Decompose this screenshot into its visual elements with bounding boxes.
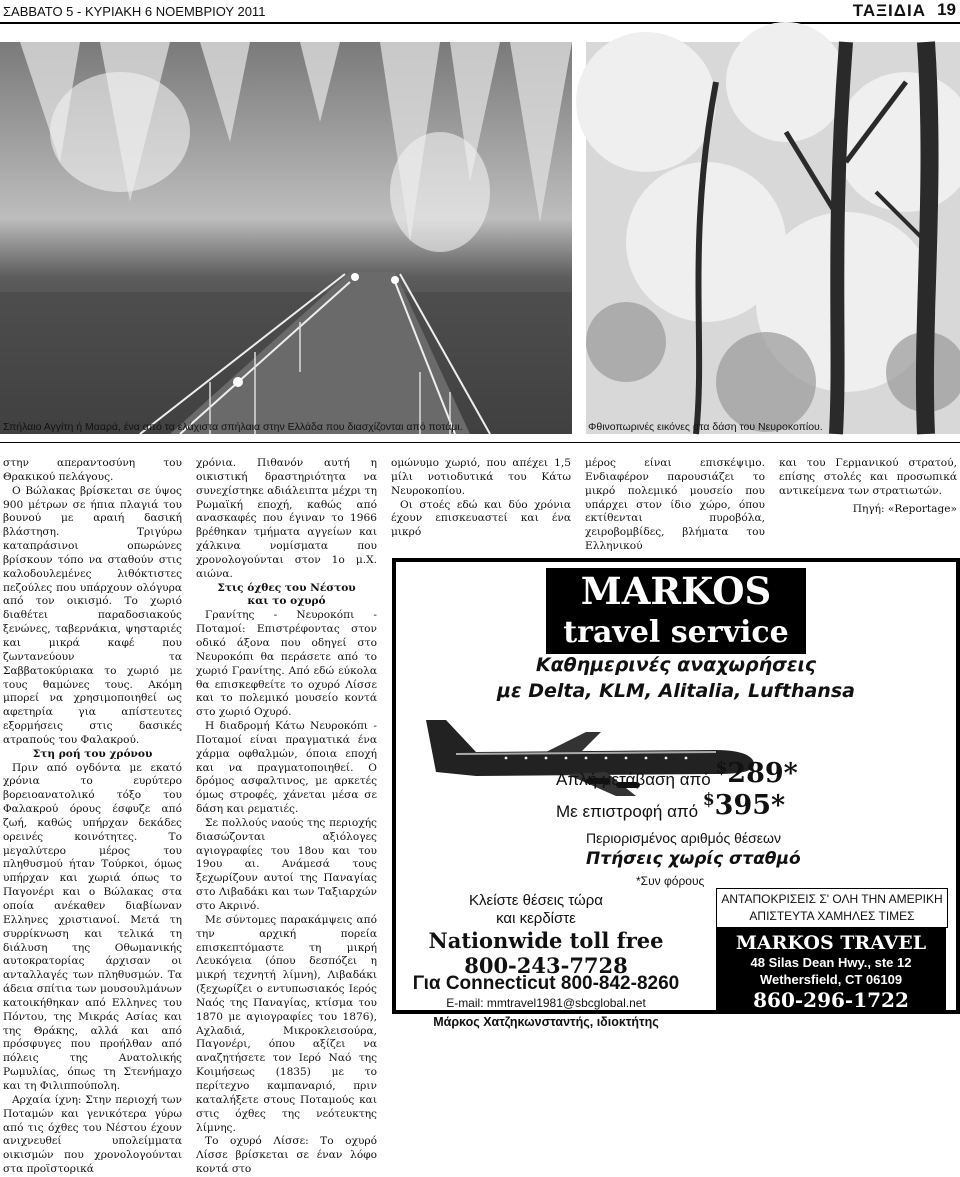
subheading: Στη ροή του χρόνου bbox=[32, 747, 153, 760]
ad-daily-departures: Καθημερινές αναχωρήσεις bbox=[535, 654, 817, 676]
paragraph: Γρανίτης - Νευροκόπι - Ποταμοί: Επιστρέφοντας στον οδικό άξονα που οδηγεί στο Νευροκόπι θα περάσετε από το χωριό Γρανίτης. Από εδώ εύκολα θα επισκεφθείτε το οχυρό Λίσσε και το πολεμικό μουσείο κοντά στο χωριό Οχυρό. bbox=[196, 609, 377, 719]
ad-subtitle: travel service bbox=[546, 614, 806, 654]
article-column-3 bbox=[391, 457, 571, 540]
paragraph: Το οχυρό Λίσσε: Το οχυρό Λίσσε βρίσκεται σε έναν λόφο κοντά στο bbox=[196, 1135, 377, 1176]
email: E-mail: mmtravel1981@sbcglobal.net bbox=[446, 996, 646, 1010]
dollar-sign: $ bbox=[702, 790, 715, 810]
box-phone: 860-296-1722 bbox=[753, 988, 909, 1012]
paragraph: και του Γερμανικού στρατού, επίσης στολές και προσωπικά αντικείμενα των στρατιωτών. bbox=[779, 457, 957, 497]
response-box bbox=[716, 888, 948, 928]
issue-date: ΣΑΒΒΑΤΟ 5 - ΚΥΡΙΑΚΗ 6 ΝΟΕΜΒΡΙΟΥ 2011 bbox=[3, 4, 266, 19]
box-address-1: 48 Silas Dean Hwy., ste 12 bbox=[750, 955, 912, 970]
source-credit: Πηγή: «Reportage» bbox=[852, 502, 957, 515]
oneway-price: 289* bbox=[727, 758, 798, 789]
paragraph: Σε πολλούς ναούς της περιοχής διασώζονται αξιόλογες αγιογραφίες του 18ου και του 19ου αι. Ανάμεσά τους ξεχωρίζουν αυτοί της Παναγίας στο Λιβαδάκι και των Ταξιαρχών στο Ακρινό. bbox=[196, 816, 377, 912]
subheading: Στις όχθες του Νέστου bbox=[217, 581, 356, 594]
paragraph: Η διαδρομή Κάτω Νευροκόπι - Ποταμοί είναι πραγματικά ένα χάρμα οφθαλμών, όποια εποχή και να πραγματοποιηθεί. Ο δρόμος ασφαλτινος, με αρκετές όμως στροφές, χάνεται μέσα σε δάση και ρεματιές. bbox=[196, 720, 377, 816]
article-column-2 bbox=[196, 457, 377, 1177]
connecticut-number: Για Connecticut 800-842-8260 bbox=[412, 973, 680, 994]
paragraph: Με σύντομες παρακάμψεις από την αρχική πορεία επισκεπτόμαστε τη μικρή Λευκόγεια (όπου δεσπόζει η μικρή τεχνητή λίμνη), Λιβαδάκι (ξεχωρίζει ο εντυπωσιακός Ιερός Ναός της Παναγίας, κτίσμα του 1870 με αγιογραφίες του 1876), Αχλαδιά, Μικροκλεισούρα, Παγονέρι, όπου αξίζει να αναζητήσετε τον Ιερό Ναό της Κοιμήσεως (1835) με το περίτεχνο καμπαναριό, πριν καταλήξετε στους Ποταμούς και στις όχθες της νεότευκτης λίμνης. bbox=[196, 913, 377, 1134]
paragraph: χρόνια. Πιθανόν αυτή η οικιστική δραστηριότητα να συνεχίστηκε αδιάλειπτα μέχρι τη Ρωμαϊκή εποχή, καθώς από ανασκαφές που έγιναν το 1966 βρέθηκαν τμήματα αγγείων και χάλκινα νομίσματα που χρονολογούνται στον 1ο μ.Χ. αιώνα. bbox=[196, 457, 377, 580]
tollfree-number: 800-243-7728 bbox=[464, 953, 628, 978]
subheading: και το οχυρό bbox=[247, 595, 326, 608]
oneway-label: Απλή μετάβαση από bbox=[556, 770, 711, 789]
tollfree-label: Nationwide toll free bbox=[428, 928, 664, 953]
response-line-2: ΑΠΙΣΤΕΥΤΑ ΧΑΜΗΛΕΣ ΤΙΜΕΣ bbox=[749, 909, 915, 923]
paragraph: Αρχαία ίχνη: Στην περιοχή των Ποταμών και γενικότερα γύρω από τις όχθες του Νέστου έχουν ανιχνευθεί υπολείμματα οικισμών που χρονολογούνται στα προϊστορικά bbox=[3, 1093, 182, 1176]
owner: Μάρκος Χατζηκωνσταντής, ιδιοκτήτης bbox=[433, 1015, 659, 1029]
page-number: 19 bbox=[937, 0, 956, 19]
forest-photo bbox=[586, 42, 960, 434]
roundtrip-label: Με επιστροφή από bbox=[556, 802, 699, 821]
cave-caption: Σπήλαιο Αγγίτη ή Μααρά, ένα από τα ελάχιστα σπήλαια στην Ελλάδα που διασχίζονται από ποτάμι. bbox=[3, 421, 463, 433]
box-address-2: Wethersfield, CT 06109 bbox=[759, 972, 903, 987]
paragraph: ομώνυμο χωριό, που απέχει 1,5 μίλι νοτιοδυτικά του Κάτω Νευροκοπίου. bbox=[391, 457, 571, 497]
paragraph: στην απεραντοσύνη του Θρακικού πελάγους. bbox=[3, 457, 182, 483]
book-now: Κλείστε θέσεις τώρα bbox=[469, 892, 603, 909]
taxes-note: *Συν φόρους bbox=[636, 874, 705, 888]
caption-rule bbox=[0, 442, 960, 443]
paragraph: μέρος είναι επισκέψιμο. Ενδιαφέρον παρουσιάζει το μικρό πολεμικό μουσείο που υπάρχει στον ίδιο χώρο, όπου εκτίθενται πυροβόλα, χειροβομβίδες, βλήματα του Ελληνικού bbox=[585, 457, 765, 553]
limited-seats: Περιορισμένος αριθμός θέσεων bbox=[586, 830, 781, 846]
article-column-5 bbox=[779, 457, 957, 516]
header-rule bbox=[0, 22, 960, 24]
dollar-sign: $ bbox=[715, 758, 728, 778]
paragraph: Πριν από ογδόντα με εκατό χρόνια το ευρύτερο βορειοανατολικό τόξο του Φαλακρού όρους έσφυζε από ζωή, καθώς υπήρχαν δεκάδες ορεινές κοινότητες. Το μεγαλύτερο μέρος του πληθυσμού ήταν Τούρκοι, όμως υπήρχαν και χωριά όπως το Παγονέρι και ο Βώλακας στα οποία ανέκαθεν διαβίωναν Ελληνες χριστιανοί. Μετά τη συρρίκνωση και τελικά τη διάλυση της Οθωμανικής αυτοκρατορίας άρχισαν οι ανταλλαγές των πληθυσμών. Τα άδεια σπίτια των μουσουλμάνων κατοικήθηκαν από Ελληνες του Πόντου, της Μικράς Ασίας και της Θράκης, αλλά και από πρόσφυγες που προήλθαν από πόλεις της Ανατολικής Ρωμυλίας, όπως τη Στενήμαχο και τη Φιλιππούπολη. bbox=[3, 761, 182, 1092]
markos-travel-ad bbox=[392, 558, 960, 1029]
response-line-1: ΑΝΤΑΠΟΚΡΙΣΕΙΣ Σ' ΟΛΗ ΤΗΝ ΑΜΕΡΙΚΗ bbox=[721, 892, 943, 906]
box-name: MARKOS TRAVEL bbox=[735, 932, 927, 954]
oneway-fare bbox=[556, 758, 798, 790]
ad-brand: MARKOS bbox=[546, 568, 806, 614]
paragraph: Οι στοές εδώ και δύο χρόνια έχουν επισκευαστεί και ένα μικρό bbox=[391, 498, 571, 539]
forest-caption: Φθινοπωρινές εικόνες στα δάση του Νευροκοπίου. bbox=[588, 421, 823, 433]
section-title: ΤΑΞΙΔΙΑ bbox=[852, 1, 926, 20]
book-save: και κερδίστε bbox=[496, 910, 576, 927]
nonstop-flights: Πτήσεις χωρίς σταθμό bbox=[586, 849, 801, 869]
cave-photo bbox=[0, 42, 572, 434]
page-header bbox=[0, 0, 960, 26]
ad-airlines: με Delta, KLM, Alitalia, Lufthansa bbox=[497, 680, 855, 702]
roundtrip-fare bbox=[556, 790, 785, 822]
article-column-4 bbox=[585, 457, 765, 554]
article-column-1 bbox=[3, 457, 182, 1177]
roundtrip-price: 395* bbox=[714, 790, 786, 821]
contact-box bbox=[716, 928, 946, 1010]
paragraph: Ο Βώλακας βρίσκεται σε ύψος 900 μέτρων σε ήπια πλαγιά του βουνού με αραιή δασική βλάστηση. Τριγύρω καταπράσινοι οπωρώνες βρίσκουν τόπο να σταθούν στις καλοδουλεμένες λιθόκτιστες πεζούλες που υπάρχουν ολόγυρα από τον οικισμό. Το χωριό διαθέτει παραδοσιακούς ξενώνες, ταβερνάκια, ψησταριές και μικρά καφέ που ζωντανεύουν τα Σαββατοκύριακα το χωριό με τους θαμώνες τους. Ακόμη μπορεί να χρησιμοποιηθεί ως αφετηρία για απίστευτες εξορμήσεις στις δασικές ατραπούς του Φαλακρού. bbox=[3, 484, 182, 746]
